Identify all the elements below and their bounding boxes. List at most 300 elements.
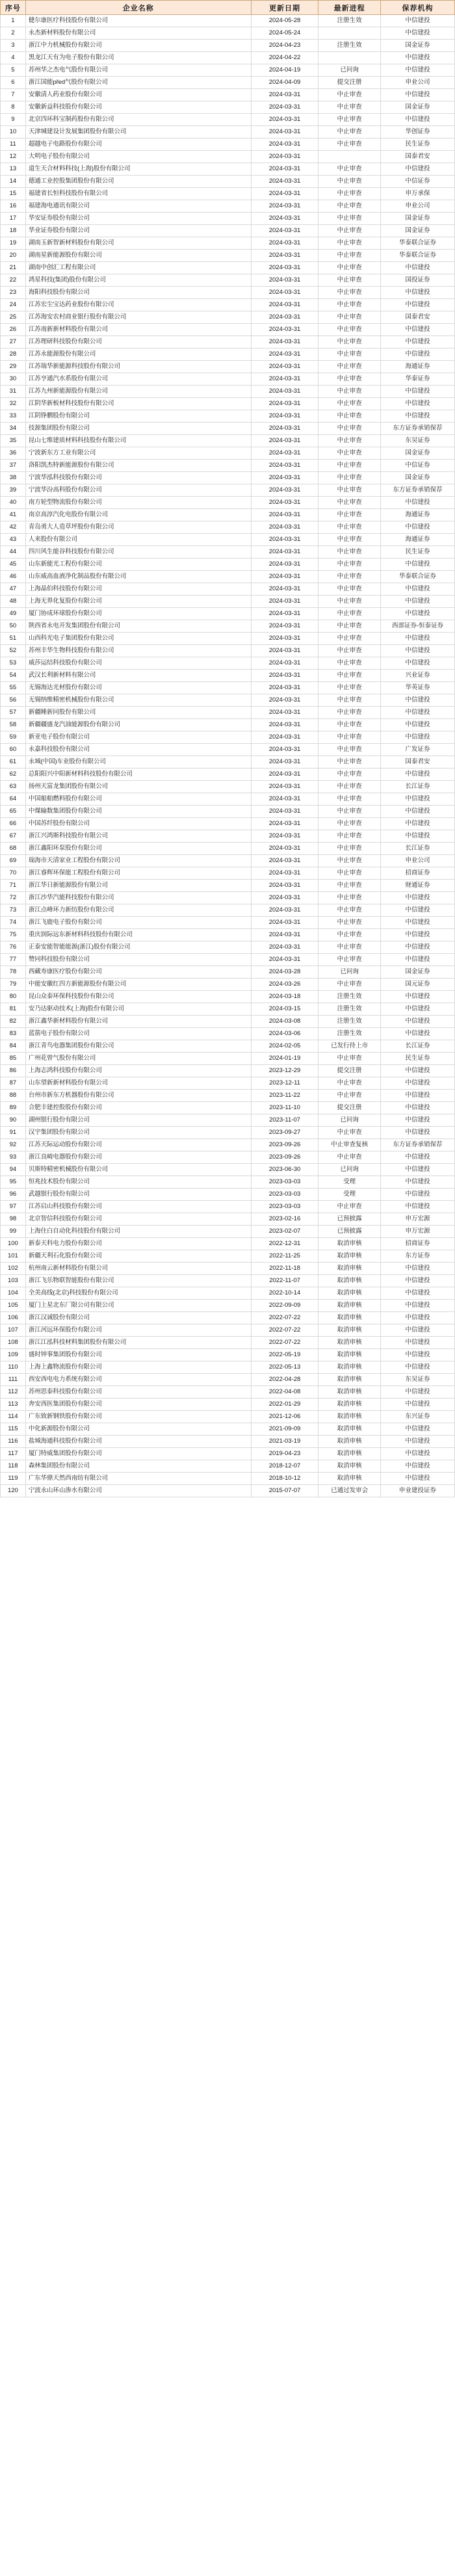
- cell-sponsor-institution: 中信证券: [381, 176, 455, 188]
- cell-company-name: 陕西省永电开发集团股份有限公司: [25, 620, 251, 633]
- cell-index: 18: [1, 225, 26, 237]
- cell-index: 117: [1, 1448, 26, 1460]
- cell-latest-progress: 中止审查: [318, 287, 381, 299]
- cell-index: 8: [1, 101, 26, 114]
- cell-update-date: 2024-03-31: [251, 213, 318, 225]
- cell-company-name: 重庆润际远东新材料科技股份有限公司: [25, 929, 251, 941]
- cell-index: 42: [1, 521, 26, 534]
- table-row: [1, 843, 455, 855]
- cell-company-name: 浙江点峰环力新纺股份有限公司: [25, 904, 251, 917]
- cell-index: 106: [1, 1312, 26, 1324]
- cell-latest-progress: 取消审核: [318, 1287, 381, 1300]
- cell-sponsor-institution: 长江证券: [381, 843, 455, 855]
- cell-index: 59: [1, 731, 26, 744]
- table-row: [1, 1337, 455, 1349]
- cell-company-name: 永嘉科技股份有限公司: [25, 744, 251, 756]
- cell-update-date: 2022-05-19: [251, 1349, 318, 1361]
- cell-company-name: 浙江汉诚股份有限公司: [25, 1312, 251, 1324]
- cell-company-name: 全美高线(北京)科技股份有限公司: [25, 1287, 251, 1300]
- cell-update-date: 2024-03-31: [251, 571, 318, 583]
- cell-sponsor-institution: 中信建投: [381, 1448, 455, 1460]
- cell-latest-progress: 提交注册: [318, 77, 381, 89]
- cell-company-name: 大明电子股份有限公司: [25, 151, 251, 163]
- cell-latest-progress: 已预披露: [318, 1226, 381, 1238]
- cell-company-name: 浙江飞鹿电子股份有限公司: [25, 917, 251, 929]
- cell-index: 24: [1, 299, 26, 311]
- cell-index: 11: [1, 138, 26, 151]
- cell-sponsor-institution: 东方证券承销保荐: [381, 423, 455, 435]
- cell-sponsor-institution: 招商证券: [381, 1238, 455, 1250]
- cell-index: 119: [1, 1473, 26, 1485]
- cell-update-date: 2023-12-29: [251, 1065, 318, 1077]
- cell-company-name: 扬州天富龙集团股份有限公司: [25, 781, 251, 793]
- cell-update-date: 2024-03-31: [251, 830, 318, 843]
- cell-sponsor-institution: 华泰证券: [381, 373, 455, 386]
- cell-company-name: 安徽清人药业股份有限公司: [25, 89, 251, 101]
- table-row: [1, 1473, 455, 1485]
- cell-sponsor-institution: 中信建投: [381, 1028, 455, 1040]
- cell-update-date: 2024-03-31: [251, 200, 318, 213]
- cell-update-date: 2024-03-31: [251, 657, 318, 670]
- cell-index: 6: [1, 77, 26, 89]
- cell-latest-progress: 中止审查: [318, 386, 381, 398]
- cell-sponsor-institution: 财通证券: [381, 880, 455, 892]
- cell-company-name: 青岛勇大人造草坪股份有限公司: [25, 521, 251, 534]
- cell-index: 103: [1, 1275, 26, 1287]
- cell-sponsor-institution: 申万宏源: [381, 1213, 455, 1226]
- cell-update-date: 2024-04-23: [251, 40, 318, 52]
- cell-index: 48: [1, 596, 26, 608]
- table-row: [1, 1077, 455, 1090]
- cell-update-date: 2024-04-09: [251, 77, 318, 89]
- table-row: [1, 756, 455, 769]
- cell-company-name: 山东威高血液净化制品股份有限公司: [25, 571, 251, 583]
- cell-update-date: 2024-03-31: [251, 299, 318, 311]
- cell-latest-progress: 中止审查: [318, 447, 381, 460]
- cell-company-name: 苏州思泰科技股份有限公司: [25, 1386, 251, 1399]
- cell-company-name: 中国船舶燃料股份有限公司: [25, 793, 251, 806]
- cell-latest-progress: 取消审核: [318, 1473, 381, 1485]
- cell-latest-progress: 中止审查: [318, 546, 381, 559]
- cell-company-name: 超越电子电路股份有限公司: [25, 138, 251, 151]
- table-row: [1, 1114, 455, 1127]
- cell-company-name: 总阳阳兴中阳新材料科技股份有限公司: [25, 769, 251, 781]
- cell-company-name: 盛时钟事集团股份有限公司: [25, 1349, 251, 1361]
- cell-update-date: 2024-03-31: [251, 793, 318, 806]
- cell-latest-progress: 中止审查: [318, 793, 381, 806]
- table-row: [1, 867, 455, 880]
- cell-latest-progress: 已问询: [318, 966, 381, 979]
- table-row: [1, 274, 455, 287]
- cell-sponsor-institution: 中信建投: [381, 830, 455, 843]
- cell-company-name: 恒兆技术股份有限公司: [25, 1176, 251, 1189]
- table-row: [1, 299, 455, 311]
- cell-index: 32: [1, 398, 26, 410]
- cell-company-name: 华业证券股份有限公司: [25, 225, 251, 237]
- cell-index: 91: [1, 1127, 26, 1139]
- table-row: [1, 1127, 455, 1139]
- cell-index: 107: [1, 1324, 26, 1337]
- cell-index: 94: [1, 1164, 26, 1176]
- cell-sponsor-institution: 海通证券: [381, 361, 455, 373]
- table-row: [1, 1053, 455, 1065]
- cell-company-name: 江阴铮鹏股份有限公司: [25, 410, 251, 423]
- cell-sponsor-institution: 中信建投: [381, 657, 455, 670]
- cell-latest-progress: 取消审核: [318, 1411, 381, 1423]
- cell-company-name: 新泰天科电力股份有限公司: [25, 1238, 251, 1250]
- cell-sponsor-institution: 东方证券: [381, 1250, 455, 1263]
- table-row: [1, 793, 455, 806]
- table-row: [1, 1460, 455, 1473]
- cell-update-date: 2024-03-15: [251, 1003, 318, 1016]
- cell-sponsor-institution: 中信建投: [381, 1151, 455, 1164]
- cell-sponsor-institution: 中信建投: [381, 1349, 455, 1361]
- cell-latest-progress: 中止审查: [318, 954, 381, 966]
- cell-company-name: 昆山七维建质材料科技股份有限公司: [25, 435, 251, 447]
- cell-index: 90: [1, 1114, 26, 1127]
- cell-index: 74: [1, 917, 26, 929]
- cell-update-date: 2024-03-31: [251, 917, 318, 929]
- cell-company-name: 苏州丰华生物科技股份有限公司: [25, 645, 251, 657]
- cell-sponsor-institution: 华泰联合证券: [381, 250, 455, 262]
- cell-index: 101: [1, 1250, 26, 1263]
- table-row: [1, 1275, 455, 1287]
- cell-index: 17: [1, 213, 26, 225]
- cell-update-date: 2019-04-23: [251, 1448, 318, 1460]
- cell-company-name: 无锡海达光材股份有限公司: [25, 682, 251, 694]
- cell-company-name: 盐城海通科技股份有限公司: [25, 1436, 251, 1448]
- cell-index: 61: [1, 756, 26, 769]
- table-row: [1, 830, 455, 843]
- cell-latest-progress: 中止审查: [318, 707, 381, 719]
- cell-index: 71: [1, 880, 26, 892]
- table-row: [1, 1176, 455, 1189]
- table-row: [1, 472, 455, 484]
- cell-sponsor-institution: 长江证券: [381, 781, 455, 793]
- cell-sponsor-institution: 中信建投: [381, 287, 455, 299]
- cell-index: 4: [1, 52, 26, 64]
- cell-company-name: 湖南中创汇工程有限公司: [25, 262, 251, 274]
- cell-update-date: 2023-03-03: [251, 1201, 318, 1213]
- cell-company-name: 黑龙江天有为电子股份有限公司: [25, 52, 251, 64]
- cell-latest-progress: 中止审查: [318, 559, 381, 571]
- cell-company-name: 北京智信科技股份有限公司: [25, 1213, 251, 1226]
- cell-sponsor-institution: 中信建投: [381, 645, 455, 657]
- table-row: [1, 262, 455, 274]
- cell-index: 52: [1, 645, 26, 657]
- cell-index: 20: [1, 250, 26, 262]
- cell-latest-progress: 中止审查: [318, 892, 381, 904]
- cell-latest-progress: 取消审核: [318, 1448, 381, 1460]
- cell-company-name: 中煤输数集团股份有限公司: [25, 806, 251, 818]
- cell-sponsor-institution: 中信建投: [381, 1164, 455, 1176]
- cell-company-name: 厦门协成环球股份有限公司: [25, 608, 251, 620]
- table-row: [1, 1386, 455, 1399]
- cell-latest-progress: 已问询: [318, 1164, 381, 1176]
- cell-sponsor-institution: 申万承保: [381, 188, 455, 200]
- cell-update-date: 2024-03-31: [251, 521, 318, 534]
- cell-company-name: 江阴华新板材科技股份有限公司: [25, 398, 251, 410]
- cell-latest-progress: 中止审查: [318, 1127, 381, 1139]
- cell-index: 13: [1, 163, 26, 176]
- cell-sponsor-institution: 申业公司: [381, 855, 455, 867]
- cell-latest-progress: 注册生效: [318, 1003, 381, 1016]
- cell-sponsor-institution: 中信建投: [381, 1189, 455, 1201]
- cell-index: 50: [1, 620, 26, 633]
- cell-latest-progress: 中止审查: [318, 1077, 381, 1090]
- cell-update-date: 2024-03-31: [251, 694, 318, 707]
- cell-latest-progress: 中止审查: [318, 571, 381, 583]
- cell-sponsor-institution: 国投证券: [381, 274, 455, 287]
- cell-update-date: 2023-03-03: [251, 1189, 318, 1201]
- cell-index: 40: [1, 497, 26, 509]
- cell-company-name: 森林集团股份有限公司: [25, 1460, 251, 1473]
- cell-update-date: 2024-03-31: [251, 373, 318, 386]
- table-row: [1, 15, 455, 27]
- table-row: [1, 620, 455, 633]
- cell-update-date: 2024-03-31: [251, 509, 318, 521]
- cell-company-name: 浙江沙华汽能科技股份有限公司: [25, 892, 251, 904]
- table-row: [1, 311, 455, 324]
- cell-index: 120: [1, 1485, 26, 1497]
- table-row: [1, 423, 455, 435]
- cell-update-date: 2024-03-31: [251, 101, 318, 114]
- cell-latest-progress: 中止审查: [318, 398, 381, 410]
- cell-index: 16: [1, 200, 26, 213]
- table-row: [1, 410, 455, 423]
- cell-company-name: 江苏瑞华新能源科技股份有限公司: [25, 361, 251, 373]
- table-row: [1, 645, 455, 657]
- cell-company-name: 杭州南云新材料股份有限公司: [25, 1263, 251, 1275]
- table-row: [1, 213, 455, 225]
- cell-index: 25: [1, 311, 26, 324]
- cell-latest-progress: 取消审核: [318, 1312, 381, 1324]
- cell-index: 97: [1, 1201, 26, 1213]
- cell-latest-progress: 中止审查: [318, 163, 381, 176]
- cell-sponsor-institution: 中信建投: [381, 892, 455, 904]
- cell-company-name: 中国苏纤股份有限公司: [25, 818, 251, 830]
- cell-company-name: 南方轮型物流股份有限公司: [25, 497, 251, 509]
- cell-sponsor-institution: 中信建投: [381, 1287, 455, 1300]
- cell-latest-progress: 中止审查: [318, 311, 381, 324]
- cell-latest-progress: 中止审查: [318, 633, 381, 645]
- cell-sponsor-institution: 中信建投: [381, 64, 455, 77]
- cell-company-name: 上海志鸿科技股份有限公司: [25, 1065, 251, 1077]
- cell-latest-progress: 中止审查: [318, 1151, 381, 1164]
- cell-company-name: 德通工业控股集团股份有限公司: [25, 176, 251, 188]
- cell-index: 57: [1, 707, 26, 719]
- cell-company-name: 福建省长恒科技股份有限公司: [25, 188, 251, 200]
- cell-sponsor-institution: 中信建投: [381, 929, 455, 941]
- cell-sponsor-institution: 华英证券: [381, 682, 455, 694]
- cell-sponsor-institution: 中信建投: [381, 806, 455, 818]
- cell-sponsor-institution: 中信建投: [381, 15, 455, 27]
- cell-update-date: 2024-03-31: [251, 620, 318, 633]
- cell-sponsor-institution: 中信建投: [381, 398, 455, 410]
- cell-index: 65: [1, 806, 26, 818]
- cell-company-name: 浙江良崎电器股份有限公司: [25, 1151, 251, 1164]
- cell-index: 92: [1, 1139, 26, 1151]
- cell-sponsor-institution: 国泰君安: [381, 151, 455, 163]
- cell-sponsor-institution: 国金证券: [381, 472, 455, 484]
- cell-update-date: 2023-06-30: [251, 1164, 318, 1176]
- cell-company-name: 江苏亨通汽水系股份有限公司: [25, 373, 251, 386]
- cell-latest-progress: 取消审核: [318, 1275, 381, 1287]
- cell-sponsor-institution: 国金证券: [381, 447, 455, 460]
- table-row: [1, 991, 455, 1003]
- cell-index: 99: [1, 1226, 26, 1238]
- cell-update-date: 2024-03-31: [251, 151, 318, 163]
- cell-company-name: 北京四环科宝制药股份有限公司: [25, 114, 251, 126]
- cell-company-name: 江苏天际运动股份有限公司: [25, 1139, 251, 1151]
- cell-update-date: 2024-03-31: [251, 904, 318, 917]
- cell-sponsor-institution: 中信建投: [381, 1312, 455, 1324]
- cell-latest-progress: 中止审查: [318, 361, 381, 373]
- cell-latest-progress: 已预披露: [318, 1213, 381, 1226]
- cell-update-date: 2022-01-29: [251, 1399, 318, 1411]
- cell-index: 33: [1, 410, 26, 423]
- cell-latest-progress: 中止审查: [318, 176, 381, 188]
- cell-update-date: 2024-03-31: [251, 138, 318, 151]
- cell-index: 54: [1, 670, 26, 682]
- table-row: [1, 818, 455, 830]
- cell-latest-progress: 中止审查: [318, 336, 381, 348]
- cell-company-name: 中能安徽红四方新能源股份有限公司: [25, 979, 251, 991]
- cell-index: 66: [1, 818, 26, 830]
- cell-company-name: 江苏南新新材料股份有限公司: [25, 324, 251, 336]
- table-row: [1, 373, 455, 386]
- cell-update-date: 2024-03-31: [251, 707, 318, 719]
- cell-company-name: 浙江鑫华新材料股份有限公司: [25, 1016, 251, 1028]
- table-row: [1, 694, 455, 707]
- cell-company-name: 技源集团股份有限公司: [25, 423, 251, 435]
- cell-sponsor-institution: 中信建投: [381, 954, 455, 966]
- table-row: [1, 398, 455, 410]
- cell-latest-progress: 取消审核: [318, 1460, 381, 1473]
- cell-company-name: 浙江国能před气股份有限公司: [25, 77, 251, 89]
- cell-update-date: 2024-03-31: [251, 435, 318, 447]
- cell-index: 51: [1, 633, 26, 645]
- cell-update-date: 2022-04-28: [251, 1374, 318, 1386]
- cell-sponsor-institution: 中信建投: [381, 1386, 455, 1399]
- cell-index: 49: [1, 608, 26, 620]
- cell-update-date: 2024-03-31: [251, 719, 318, 731]
- cell-sponsor-institution: 中信建投: [381, 336, 455, 348]
- table-row: [1, 1065, 455, 1077]
- cell-sponsor-institution: 海通证券: [381, 534, 455, 546]
- cell-company-name: 威莎运结科技股份有限公司: [25, 657, 251, 670]
- table-row: [1, 1312, 455, 1324]
- cell-update-date: 2024-03-31: [251, 559, 318, 571]
- cell-latest-progress: 中止审查: [318, 225, 381, 237]
- cell-index: 19: [1, 237, 26, 250]
- cell-index: 82: [1, 1016, 26, 1028]
- cell-update-date: 2024-03-31: [251, 954, 318, 966]
- cell-sponsor-institution: 中信建投: [381, 707, 455, 719]
- cell-company-name: 健尔康医疗科技股份有限公司: [25, 15, 251, 27]
- cell-latest-progress: 中止审查: [318, 200, 381, 213]
- cell-sponsor-institution: 中信建投: [381, 583, 455, 596]
- cell-latest-progress: 中止审查: [318, 670, 381, 682]
- cell-sponsor-institution: 中信建投: [381, 1423, 455, 1436]
- cell-sponsor-institution: 中信建投: [381, 1275, 455, 1287]
- cell-index: 39: [1, 484, 26, 497]
- cell-index: 114: [1, 1411, 26, 1423]
- cell-sponsor-institution: 中信建投: [381, 348, 455, 361]
- cell-company-name: 汉宇集团股份有限公司: [25, 1127, 251, 1139]
- table-row: [1, 682, 455, 694]
- table-row: [1, 880, 455, 892]
- cell-update-date: 2024-03-31: [251, 534, 318, 546]
- cell-sponsor-institution: 中信建投: [381, 1003, 455, 1016]
- table-row: [1, 633, 455, 645]
- cell-index: 96: [1, 1189, 26, 1201]
- cell-latest-progress: [318, 52, 381, 64]
- cell-sponsor-institution: 中信建投: [381, 262, 455, 274]
- cell-update-date: 2024-03-06: [251, 1028, 318, 1040]
- cell-index: 88: [1, 1090, 26, 1102]
- cell-index: 28: [1, 348, 26, 361]
- table-row: [1, 336, 455, 348]
- cell-index: 26: [1, 324, 26, 336]
- cell-sponsor-institution: 申业公司: [381, 200, 455, 213]
- cell-latest-progress: 中止审查: [318, 645, 381, 657]
- cell-update-date: 2022-10-14: [251, 1287, 318, 1300]
- cell-index: 76: [1, 941, 26, 954]
- table-row: [1, 892, 455, 904]
- cell-update-date: 2024-01-19: [251, 1053, 318, 1065]
- table-row: [1, 769, 455, 781]
- cell-update-date: 2023-12-11: [251, 1077, 318, 1090]
- cell-update-date: 2024-03-31: [251, 126, 318, 138]
- cell-latest-progress: 中止审查: [318, 1201, 381, 1213]
- cell-sponsor-institution: 华创证券: [381, 126, 455, 138]
- cell-company-name: 昆山众泰环保科技股份有限公司: [25, 991, 251, 1003]
- cell-sponsor-institution: 中信建投: [381, 559, 455, 571]
- cell-update-date: 2024-03-31: [251, 386, 318, 398]
- cell-update-date: 2024-03-31: [251, 274, 318, 287]
- cell-latest-progress: 中止审查: [318, 596, 381, 608]
- table-row: [1, 1016, 455, 1028]
- cell-update-date: 2024-03-31: [251, 756, 318, 769]
- cell-sponsor-institution: 中信建投: [381, 1176, 455, 1189]
- cell-update-date: 2024-03-31: [251, 880, 318, 892]
- cell-latest-progress: 中止审查: [318, 126, 381, 138]
- cell-company-name: 广东致新钢铁股份有限公司: [25, 1411, 251, 1423]
- table-row: [1, 559, 455, 571]
- cell-index: 9: [1, 114, 26, 126]
- cell-index: 113: [1, 1399, 26, 1411]
- cell-index: 100: [1, 1238, 26, 1250]
- cell-latest-progress: 提交注册: [318, 1102, 381, 1114]
- cell-latest-progress: 已发行待上市: [318, 1040, 381, 1053]
- cell-company-name: 厦门上星北东厂限公司有限公司: [25, 1300, 251, 1312]
- cell-update-date: 2024-03-31: [251, 460, 318, 472]
- cell-latest-progress: 中止审查: [318, 1053, 381, 1065]
- cell-company-name: 上海晶伯科技股份有限公司: [25, 583, 251, 596]
- cell-company-name: 浙江华日新能源股份有限公司: [25, 880, 251, 892]
- cell-latest-progress: 注册生效: [318, 991, 381, 1003]
- cell-index: 43: [1, 534, 26, 546]
- table-row: [1, 250, 455, 262]
- table-row: [1, 1226, 455, 1238]
- cell-company-name: 合肥丰建控股股份有限公司: [25, 1102, 251, 1114]
- cell-sponsor-institution: 民生证券: [381, 138, 455, 151]
- cell-update-date: 2024-03-31: [251, 596, 318, 608]
- cell-sponsor-institution: 中信建投: [381, 324, 455, 336]
- cell-sponsor-institution: 东方证券承销保荐: [381, 1139, 455, 1151]
- cell-index: 1: [1, 15, 26, 27]
